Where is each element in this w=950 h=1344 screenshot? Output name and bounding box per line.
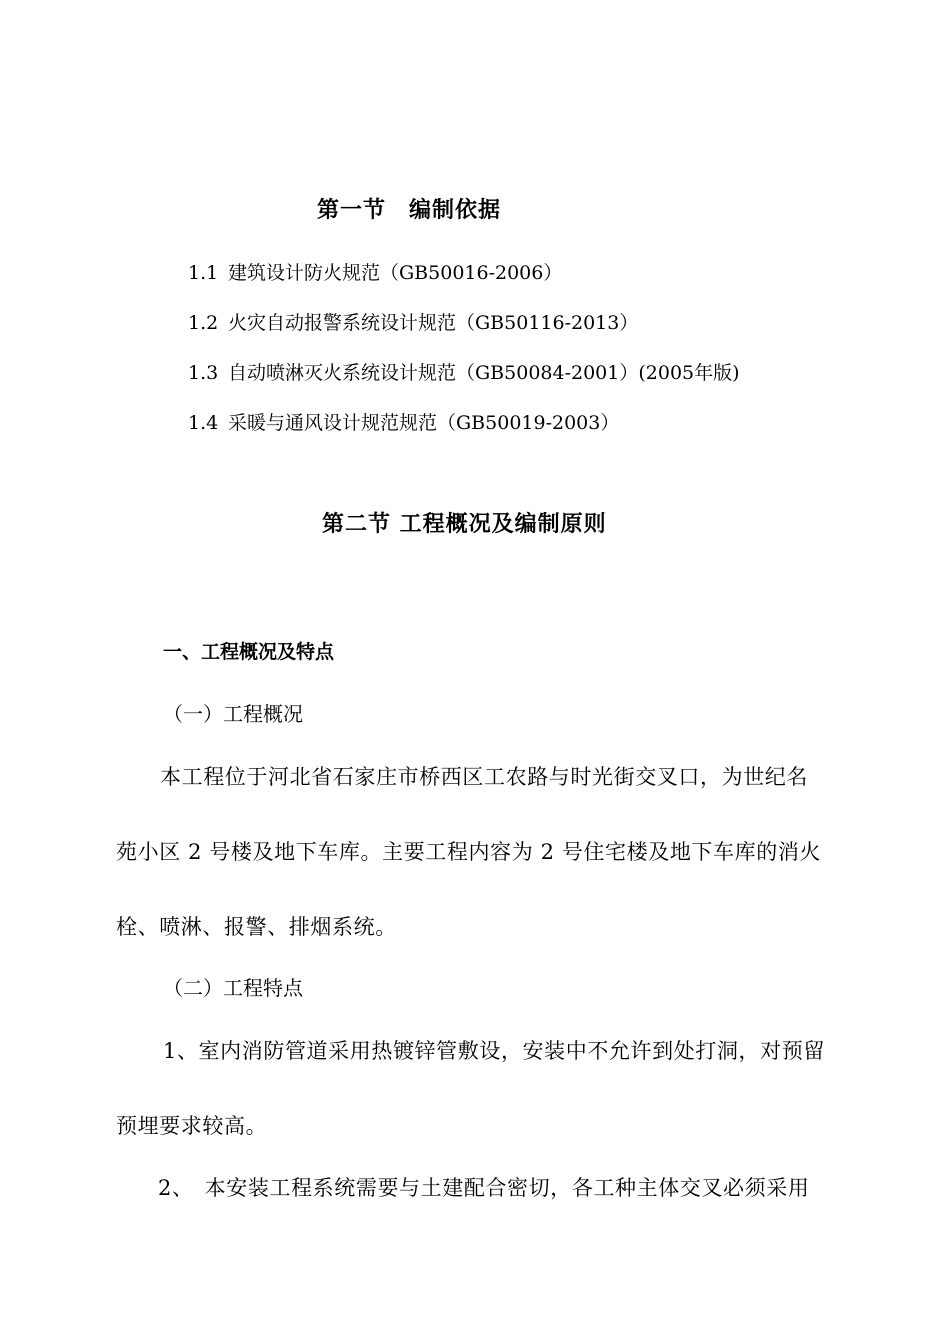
subheading-overview: （一）工程概况 xyxy=(163,702,303,726)
reference-text: 建筑设计防火规范（GB50016-2006） xyxy=(228,262,563,284)
subheading-features: （二）工程特点 xyxy=(163,976,303,1000)
reference-text: 自动喷淋灭火系统设计规范（GB50084-2001）(2005年版) xyxy=(228,362,740,384)
section1-title: 第一节 编制依据 xyxy=(317,198,502,223)
subsection-heading: 一、工程概况及特点 xyxy=(163,641,335,663)
paragraph-line: 栓、喷淋、报警、排烟系统。 xyxy=(116,915,397,939)
paragraph-line: 苑小区 2 号楼及地下车库。主要工程内容为 2 号住宅楼及地下车库的消火 xyxy=(116,840,822,864)
paragraph-line: 本工程位于河北省石家庄市桥西区工农路与时光街交叉口，为世纪名 xyxy=(160,765,808,789)
reference-item xyxy=(188,308,638,335)
paragraph-line: 2、 本安装工程系统需要与土建配合密切，各工种主体交叉必须采用 xyxy=(158,1176,810,1200)
reference-text: 火灾自动报警系统设计规范（GB50116-2013） xyxy=(228,312,639,334)
reference-number: 1.1 xyxy=(188,262,219,284)
paragraph-line: 预埋要求较高。 xyxy=(116,1114,268,1138)
reference-number: 1.3 xyxy=(188,362,219,384)
paragraph-line: 1、室内消防管道采用热镀锌管敷设，安装中不允许到处打洞，对预留 xyxy=(163,1039,825,1063)
reference-item xyxy=(188,408,619,435)
reference-item xyxy=(188,358,740,385)
reference-number: 1.2 xyxy=(188,312,219,334)
section2-title: 第二节 工程概况及编制原则 xyxy=(322,512,607,537)
reference-text: 采暖与通风设计规范规范（GB50019-2003） xyxy=(228,412,620,434)
reference-number: 1.4 xyxy=(188,412,219,434)
reference-item xyxy=(188,258,562,285)
